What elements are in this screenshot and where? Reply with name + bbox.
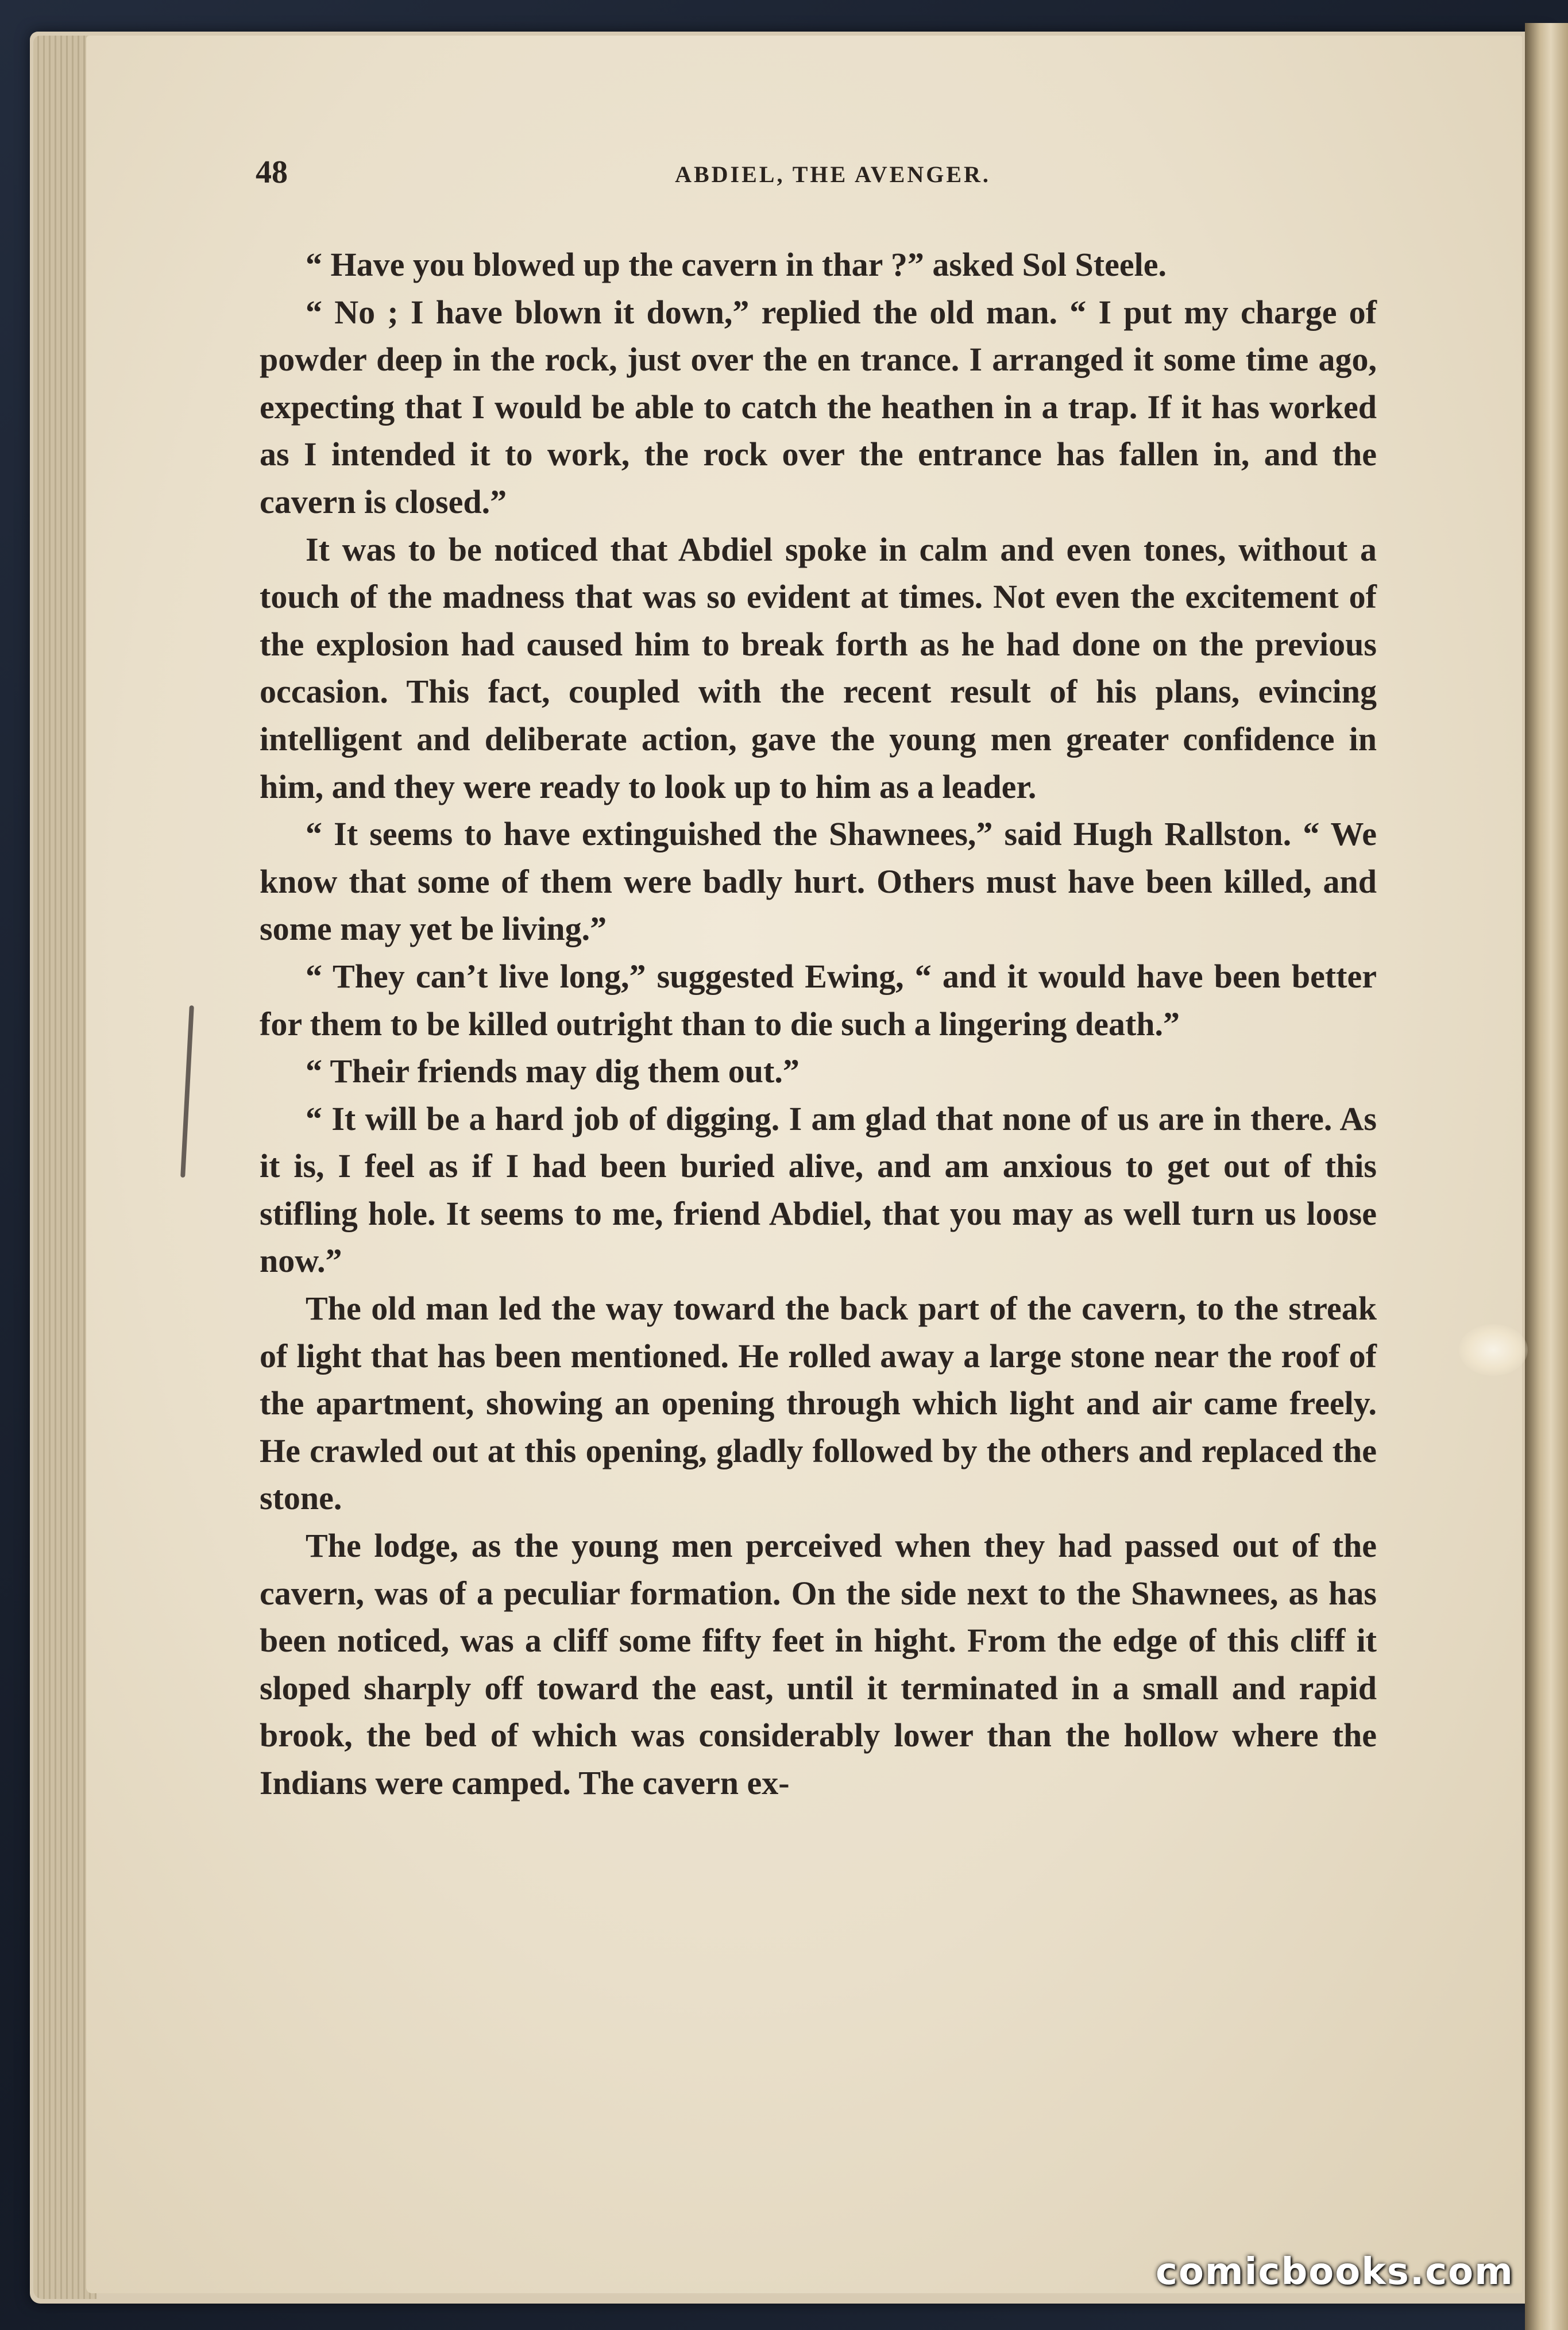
paragraph: “ Their friends may dig them out.” <box>306 1052 800 1090</box>
book-spine <box>1525 23 1568 2330</box>
paragraph: “ It will be a hard job of digging. I am glad that none of us are in there. As it is, I feel as if I had been buried alive, and am anxious to get out of this stifling hole. It seems to me, friend Abdiel, that you may as well turn us loose now.” <box>260 1100 1377 1280</box>
paragraph: “ It seems to have extinguished the Shawnees,” said Hugh Rallston. “ We know that some of them were badly hurt. Others must have been killed, and some may yet be living.” <box>260 815 1377 948</box>
paragraph: The old man led the way toward the back part of the cavern, to the streak of light that has been mentioned. He rolled away a large stone near the roof of the apartment, showing an opening through which light and air came freely. He crawled out at this opening, gladly followed by the others and replaced the stone. <box>260 1290 1377 1517</box>
paragraph: “ They can’t live long,” suggested Ewing, “ and it would have been better for them to be killed outright than to die such a lingering death.” <box>260 957 1377 1043</box>
paragraph: “ Have you blowed up the cavern in thar ?” asked Sol Steele. <box>306 246 1167 283</box>
paragraph: It was to be noticed that Abdiel spoke in calm and even tones, without a touch of the madness that was so evident at times. Not even the excitement of the explosion had caused him to break forth as he had done on the previous occasion. This fact, coupled with the recent result of his plans, evincing intelligent and deliberate action, gave the young men greater confidence in him, and they were ready to look up to him as a leader. <box>260 530 1377 805</box>
page-number: 48 <box>256 155 288 190</box>
watermark: comicbooks.com <box>1156 2251 1514 2293</box>
running-head <box>256 154 1410 194</box>
paragraph: “ No ; I have blown it down,” replied the old man. “ I put my charge of powder deep in the rock, just over the en trance. I arranged it some time ago, expecting that I would be able to catch the heathen in a trap. If it has worked as I intended it to work, the rock over the entrance has fallen in, and the cavern is closed.” <box>260 293 1377 520</box>
book-title: ABDIEL, THE AVENGER. <box>675 161 991 187</box>
body-text <box>260 241 1377 1807</box>
paragraph: The lodge, as the young men perceived when they had passed out of the cavern, was of a peculiar formation. On the side next to the Shawnees, as has been noticed, was a cliff some fifty feet in hight. From the edge of this cliff it sloped sharply off toward the east, until it terminated in a small and rapid brook, the bed of which was considerably lower than the hollow where the Indians were camped. The cavern ex- <box>260 1527 1377 1801</box>
paper-damage <box>1459 1324 1528 1376</box>
